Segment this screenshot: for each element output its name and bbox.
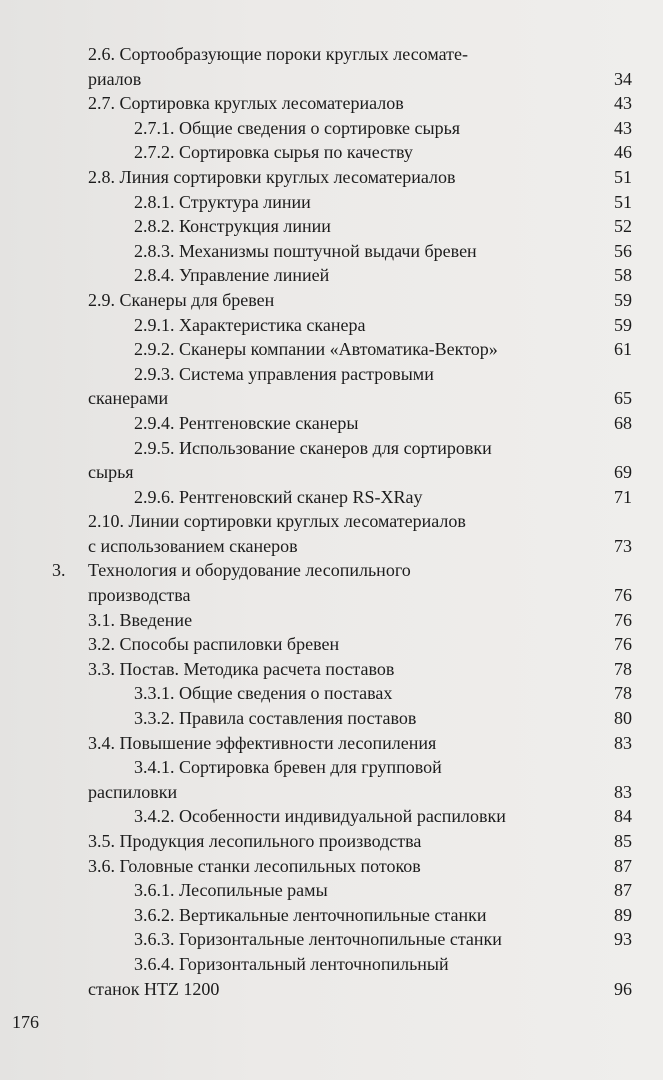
table-of-contents xyxy=(0,42,663,1001)
toc-entry xyxy=(0,681,663,706)
toc-entry-title: 3.3.1. Общие сведения о поставах xyxy=(134,683,393,704)
toc-entry-page: 87 xyxy=(614,855,632,876)
toc-entry-title: 2.8.3. Механизмы поштучной выдачи бревен xyxy=(134,240,477,261)
toc-entry-title: 2.9.4. Рентгеновские сканеры xyxy=(134,412,359,433)
toc-entry-title: 2.10. Линии сортировки круглых лесоматериалов xyxy=(88,511,466,532)
toc-entry-page: 83 xyxy=(614,732,632,753)
toc-entry-title: риалов xyxy=(88,68,142,89)
toc-entry-title: 2.8. Линия сортировки круглых лесоматериалов xyxy=(88,166,456,187)
toc-entry-title: 3.6.3. Горизонтальные ленточнопильные станки xyxy=(134,929,502,950)
toc-entry-page: 89 xyxy=(614,904,632,925)
toc-entry xyxy=(0,854,663,879)
toc-entry-page: 78 xyxy=(614,658,632,679)
toc-entry-title: 2.6. Сортообразующие пороки круглых лесомате- xyxy=(88,44,468,64)
toc-entry xyxy=(0,116,663,141)
toc-entry-page: 96 xyxy=(614,978,632,999)
toc-entry xyxy=(0,436,663,461)
toc-entry-title: 2.9.1. Характеристика сканера xyxy=(134,314,366,335)
toc-entry-title: 3.4.1. Сортировка бревен для групповой xyxy=(134,757,442,778)
toc-entry-page: 43 xyxy=(614,93,632,114)
toc-entry xyxy=(0,362,663,387)
toc-entry-title: 2.9. Сканеры для бревен xyxy=(88,289,275,310)
toc-entry xyxy=(0,927,663,952)
toc-entry-title: 2.8.2. Конструкция линии xyxy=(134,216,331,237)
toc-entry-page: 76 xyxy=(614,634,632,655)
toc-entry xyxy=(0,263,663,288)
toc-entry-page: 76 xyxy=(614,609,632,630)
toc-entry-title: 2.8.1. Структура линии xyxy=(134,191,311,212)
toc-entry-title: 3.3. Постав. Методика расчета поставов xyxy=(88,658,395,679)
toc-entry-title: с использованием сканеров xyxy=(88,535,298,556)
toc-entry-page: 34 xyxy=(614,68,632,89)
toc-entry-title: 3.4.2. Особенности индивидуальной распиловки xyxy=(134,806,506,827)
toc-entry-page: 87 xyxy=(614,880,632,901)
toc-entry xyxy=(0,558,663,583)
toc-entry-page: 43 xyxy=(614,117,632,138)
toc-entry-page: 93 xyxy=(614,929,632,950)
toc-entry xyxy=(0,460,663,485)
toc-entry-page: 46 xyxy=(614,142,632,163)
toc-entry xyxy=(0,239,663,264)
toc-entry-title: 2.9.2. Сканеры компании «Автоматика-Вектор» xyxy=(134,339,498,360)
toc-entry xyxy=(0,386,663,411)
toc-entry-page: 76 xyxy=(614,585,632,606)
toc-entry-title: 3.6.1. Лесопильные рамы xyxy=(134,880,328,901)
toc-entry-title: сырья xyxy=(88,462,134,483)
toc-entry xyxy=(0,288,663,313)
toc-entry-page: 83 xyxy=(614,781,632,802)
toc-entry-title: 2.9.3. Система управления растровыми xyxy=(134,363,434,384)
toc-entry xyxy=(0,140,663,165)
toc-entry xyxy=(0,485,663,510)
toc-entry-page: 65 xyxy=(614,388,632,409)
toc-entry-page: 85 xyxy=(614,831,632,851)
toc-entry xyxy=(0,67,663,92)
toc-entry xyxy=(0,165,663,190)
toc-entry-page: 68 xyxy=(614,412,632,433)
toc-entry-title: 2.8.4. Управление линией xyxy=(134,265,330,286)
toc-entry-page: 73 xyxy=(614,535,632,556)
toc-entry xyxy=(0,214,663,239)
toc-entry xyxy=(0,780,663,805)
toc-entry-page: 59 xyxy=(614,314,632,335)
toc-entry-page: 71 xyxy=(614,486,632,507)
toc-entry xyxy=(0,337,663,362)
toc-entry-title: 3.1. Введение xyxy=(88,609,193,630)
toc-entry-page: 56 xyxy=(614,240,632,261)
toc-entry-title: распиловки xyxy=(88,781,178,802)
toc-entry-title: 2.9.5. Использование сканеров для сортировки xyxy=(134,437,492,458)
toc-entry-title: 3.6.4. Горизонтальный ленточнопильный xyxy=(134,953,449,974)
toc-entry xyxy=(0,952,663,977)
toc-entry-title: 3.2. Способы распиловки бревен xyxy=(88,634,340,655)
toc-entry xyxy=(0,878,663,903)
toc-entry-page: 59 xyxy=(614,289,632,310)
toc-entry xyxy=(0,903,663,928)
toc-entry-title: 2.7.2. Сортировка сырья по качеству xyxy=(134,142,413,163)
toc-entry-title: станок HTZ 1200 xyxy=(88,978,220,999)
toc-entry-title: 2.9.6. Рентгеновский сканер RS-XRay xyxy=(134,486,423,507)
toc-entry xyxy=(0,755,663,780)
toc-entry-page: 84 xyxy=(614,806,632,827)
page-number: 176 xyxy=(12,1012,39,1032)
toc-entry xyxy=(0,42,663,67)
toc-entry-title: 3.4. Повышение эффективности лесопиления xyxy=(88,732,437,753)
toc-entry-title: 3.6.2. Вертикальные ленточнопильные станки xyxy=(134,904,487,925)
toc-entry xyxy=(0,411,663,436)
toc-entry xyxy=(0,731,663,756)
toc-entry xyxy=(0,190,663,215)
toc-entry-title: 3.3.2. Правила составления поставов xyxy=(134,708,417,729)
toc-entry-page: 51 xyxy=(614,191,632,212)
toc-entry-title: 3.6. Головные станки лесопильных потоков xyxy=(88,855,421,876)
toc-entry xyxy=(0,829,663,854)
toc-entry-page: 52 xyxy=(614,216,632,237)
toc-entry-page: 78 xyxy=(614,683,632,704)
toc-entry xyxy=(0,534,663,559)
toc-entry xyxy=(0,91,663,116)
toc-entry xyxy=(0,977,663,1002)
toc-entry xyxy=(0,657,663,682)
toc-entry-title: сканерами xyxy=(88,388,169,409)
toc-entry-page: 51 xyxy=(614,166,632,187)
toc-entry-page: 58 xyxy=(614,265,632,286)
toc-entry xyxy=(0,804,663,829)
toc-entry-title: производства xyxy=(88,585,191,606)
toc-entry-title: 3.5. Продукция лесопильного производства xyxy=(88,831,422,851)
toc-entry xyxy=(0,583,663,608)
toc-entry xyxy=(0,313,663,338)
toc-entry-page: 69 xyxy=(614,462,632,483)
toc-entry xyxy=(0,509,663,534)
toc-entry-title: 2.7.1. Общие сведения о сортировке сырья xyxy=(134,117,461,138)
toc-entry-page: 61 xyxy=(614,339,632,360)
toc-entry-title: Технология и оборудование лесопильного xyxy=(88,560,411,581)
toc-entry-page: 80 xyxy=(614,708,632,729)
toc-entry-title: 2.7. Сортировка круглых лесоматериалов xyxy=(88,93,404,114)
toc-chapter-number: 3. xyxy=(52,560,66,581)
toc-entry xyxy=(0,706,663,731)
toc-entry xyxy=(0,608,663,633)
toc-entry xyxy=(0,632,663,657)
